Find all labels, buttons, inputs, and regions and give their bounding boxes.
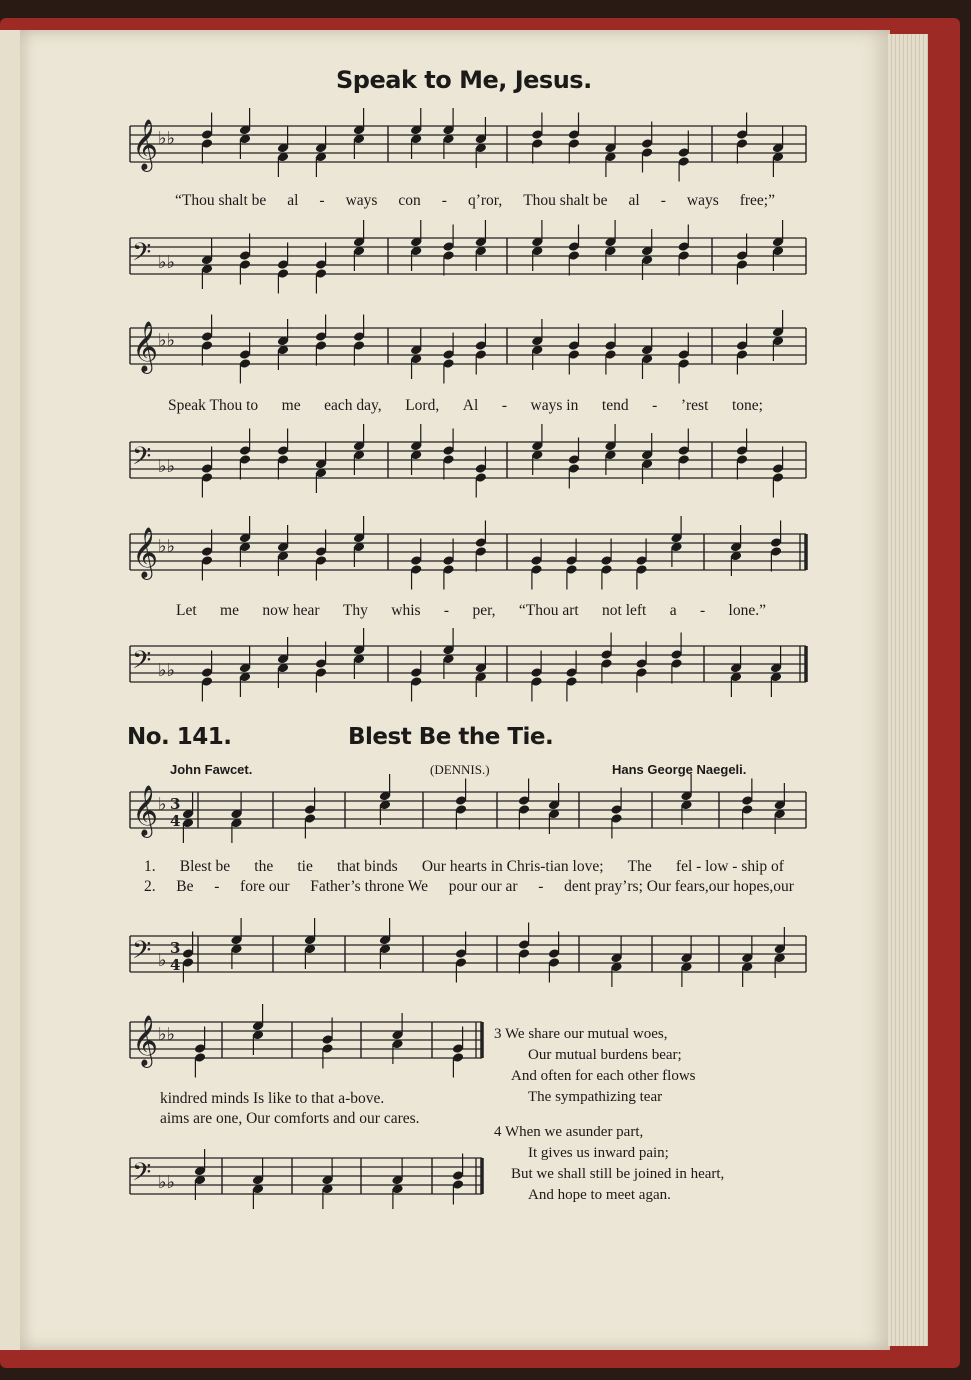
lyric-syllable: Thy (342, 602, 368, 619)
treble-clef: 𝄞 (132, 321, 159, 372)
lyric-syllable: lone.” (728, 602, 766, 619)
lyric-syllable: - (652, 397, 658, 414)
lyric-syllable: tie (297, 858, 313, 875)
lyric-syllable: con (398, 192, 421, 209)
lyric-syllable: - (501, 397, 507, 414)
verse-1-continued: kindred minds Is like to that a-bove. (160, 1090, 385, 1107)
treble-clef: 𝄞 (132, 785, 159, 836)
flat-key-signature: ♭♭ (158, 536, 175, 557)
stanza-4 (494, 1122, 724, 1206)
flat-key-signature: ♭♭ (158, 456, 175, 477)
treble-clef: 𝄞 (132, 527, 159, 578)
treble-clef: 𝄞 (132, 119, 159, 170)
lyric-syllable: - (319, 192, 325, 209)
lyric-syllable: ’rest (680, 397, 709, 414)
lyric-syllable: pour our ar (448, 878, 518, 895)
lyric-syllable: now hear (262, 602, 320, 619)
lyric-syllable: tend (601, 397, 629, 414)
lyric-syllable: fel - low - ship of (675, 858, 784, 875)
hymn-title-2: Blest Be the Tie. (348, 724, 554, 750)
stanza-4-line-4: And hope to meet agan. (528, 1187, 671, 1203)
lyric-syllable: “Thou art (518, 602, 579, 619)
bass-clef: 𝄢 (132, 442, 152, 477)
lyric-syllable: Thou shalt be (523, 192, 608, 209)
lyric-syllable: Blest be (179, 858, 231, 875)
lyric-syllable: - (538, 878, 544, 895)
flat-key-signature: ♭♭ (158, 330, 175, 351)
lyric-syllable: per, (472, 602, 496, 619)
bass-clef: 𝄢 (132, 646, 152, 681)
time-signature-top: 3 (170, 795, 181, 813)
stanza-3-line-3: And often for each other flows (511, 1068, 696, 1084)
lyric-syllable: Speak Thou to (168, 397, 259, 414)
lyric-syllable: - (443, 602, 450, 619)
lyric-syllable: - (214, 878, 220, 895)
lyric-syllable: Al (462, 397, 479, 414)
lyric-syllable: dent pray’rs; Our fears,our hopes,our (564, 878, 794, 895)
lyric-syllable: fore our (240, 878, 290, 895)
lyric-syllable: me (281, 397, 301, 414)
flat-key-signature: ♭♭ (158, 252, 175, 273)
lyric-syllable: - (660, 192, 666, 209)
lyric-syllable: the (254, 858, 274, 875)
stanza-3 (494, 1024, 696, 1108)
lyric-syllable: “Thou shalt be (175, 192, 267, 209)
lyric-syllable: a (669, 602, 677, 619)
bass-clef: 𝄢 (132, 936, 152, 971)
lyric-syllable: tone; (731, 397, 763, 414)
lyric-syllable: ways in (530, 397, 579, 414)
time-signature-top: 3 (170, 939, 181, 957)
author: John Fawcet. (170, 762, 253, 777)
flat-key-signature: ♭ (158, 794, 167, 815)
bass-clef: 𝄢 (132, 238, 152, 273)
lyric-syllable: Lord, (405, 397, 440, 414)
hymn-title: Speak to Me, Jesus. (336, 66, 592, 94)
lyric-syllable: me (220, 602, 239, 619)
composer: Hans George Naegeli. (612, 762, 747, 777)
stanza-3-line-4: The sympathizing tear (528, 1089, 663, 1105)
bass-clef: 𝄢 (132, 1158, 152, 1193)
lyric-syllable: - (441, 192, 447, 209)
treble-clef: 𝄞 (132, 1015, 159, 1066)
lyric-syllable: Be (176, 878, 194, 895)
lyric-syllable: al (287, 192, 299, 209)
time-signature-bottom: 4 (170, 812, 181, 830)
flat-key-signature: ♭ (158, 950, 167, 971)
lyric-syllable: al (628, 192, 640, 209)
stanza-4-line-1: 4 When we asunder part, (494, 1124, 644, 1140)
flat-key-signature: ♭♭ (158, 128, 175, 149)
stanza-3-line-1: 3 We share our mutual woes, (494, 1026, 668, 1042)
time-signature-bottom: 4 (170, 956, 181, 974)
lyric-syllable: that binds (337, 858, 398, 875)
lyric-syllable: Our hearts in Chris-tian love; (421, 858, 604, 875)
lyric-syllable: not left (602, 602, 647, 619)
verse-2-continued: aims are one, Our comforts and our cares. (160, 1110, 420, 1127)
flat-key-signature: ♭♭ (158, 1172, 175, 1193)
lyric-syllable: each day, (324, 397, 382, 414)
lyric-syllable: whis (391, 602, 421, 619)
stanza-4-line-2: It gives us inward pain; (528, 1145, 669, 1161)
lyric-syllable: - (699, 602, 706, 619)
flat-key-signature: ♭♭ (158, 660, 175, 681)
stanza-3-line-2: Our mutual burdens bear; (528, 1047, 682, 1063)
tune-name: (DENNIS.) (430, 762, 490, 777)
lyric-syllable: ways (345, 192, 378, 209)
lyric-syllable: free;” (739, 192, 775, 209)
lyric-syllable: ways (686, 192, 719, 209)
lyric-syllable: 1. (144, 858, 156, 875)
hymn-number: No. 141. (127, 724, 232, 750)
stanza-4-line-3: But we shall still be joined in heart, (511, 1166, 725, 1182)
lyric-syllable: Let (176, 602, 197, 619)
flat-key-signature: ♭♭ (158, 1024, 175, 1045)
lyric-syllable: q’ror, (467, 192, 503, 209)
lyric-syllable: The (627, 858, 652, 875)
lyric-syllable: 2. (144, 878, 156, 895)
lyric-syllable: Father’s throne We (310, 878, 429, 895)
